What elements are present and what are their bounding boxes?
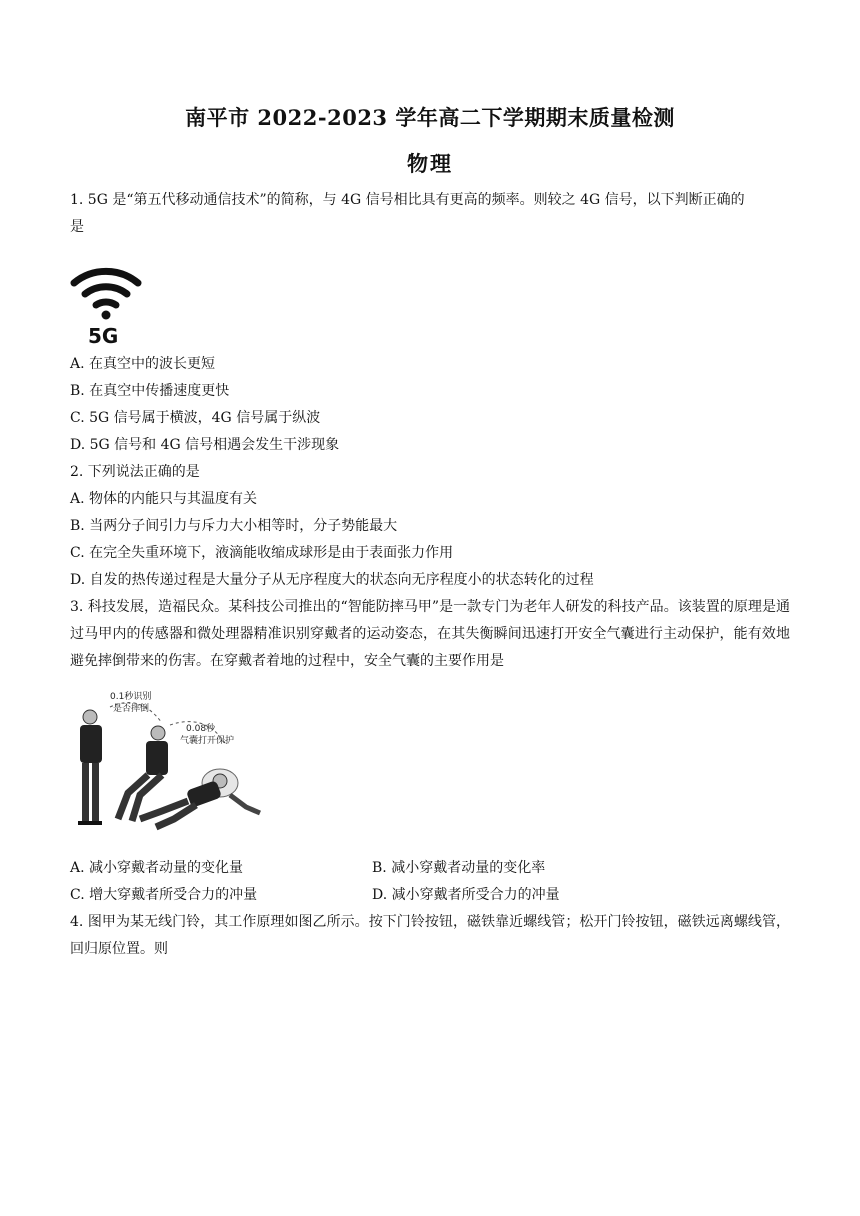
question-1-option-c: C. 5G 信号属于横波，4G 信号属于纵波 (70, 410, 321, 426)
page-title: 南平市 2022-2023 学年高二下学期期末质量检测 (185, 105, 675, 130)
question-2-stem: 2. 下列说法正确的是 (70, 464, 200, 480)
question-1-option-b: B. 在真空中传播速度更快 (70, 383, 230, 399)
5g-label: 5G (88, 324, 119, 347)
question-1-option-a: A. 在真空中的波长更短 (70, 356, 216, 372)
question-3-options-row1 (70, 855, 790, 882)
question-4 (70, 909, 790, 963)
question-2-option-a: A. 物体的内能只与其温度有关 (70, 491, 258, 507)
fall-protection-figure (70, 685, 270, 835)
question-1 (70, 187, 790, 459)
question-4-stem: 4. 图甲为某无线门铃，其工作原理如图乙所示。按下门铃按钮，磁铁靠近螺线管；松开门铃按钮，磁铁远离螺线管，回归原位置。则 (70, 914, 790, 957)
figure-label-1-line1: 0.1秒识别 (110, 692, 152, 702)
question-2-option-c: C. 在完全失重环境下，液滴能收缩成球形是由于表面张力作用 (70, 545, 454, 561)
question-3-option-d: D. 减小穿戴者所受合力的冲量 (372, 887, 560, 903)
standing-person-icon (78, 710, 102, 825)
subject-heading: 物理 (407, 151, 453, 176)
question-2-option-b: B. 当两分子间引力与斥力大小相等时，分子势能最大 (70, 518, 398, 534)
question-3-option-a: A. 减小穿戴者动量的变化量 (70, 860, 244, 876)
falling-person-icon (118, 726, 168, 821)
question-3 (70, 594, 790, 909)
figure-label-2-line2: 气囊打开保护 (180, 736, 235, 746)
question-1-stem-line2: 是 (70, 219, 84, 235)
figure-label-2-line1: 0.08秒 (186, 724, 216, 734)
wifi-5g-icon (70, 257, 150, 347)
question-3-options-row2 (70, 882, 790, 909)
question-2 (70, 459, 790, 594)
question-3-option-b: B. 减小穿戴者动量的变化率 (372, 860, 546, 876)
question-3-stem: 3. 科技发展，造福民众。某科技公司推出的“智能防摔马甲”是一款专门为老年人研发的科技产品。该装置的原理是通过马甲内的传感器和微处理器精准识别穿戴者的运动姿态，在其失衡瞬间迅速打开安全气囊进行主动保护，能有效地避免摔倒带来的伤害。在穿戴者着地的过程中，安全气囊的主要作用是 (70, 599, 790, 669)
exam-content (70, 187, 790, 963)
question-3-option-c: C. 增大穿戴者所受合力的冲量 (70, 887, 258, 903)
question-1-stem-line1: 1. 5G 是“第五代移动通信技术”的简称，与 4G 信号相比具有更高的频率。则较之 4G 信号，以下判断正确的 (70, 192, 745, 208)
figure-label-1-line2: 是否摔倒 (113, 704, 150, 714)
question-2-option-d: D. 自发的热传递过程是大量分子从无序程度大的状态向无序程度小的状态转化的过程 (70, 572, 594, 588)
question-1-option-d: D. 5G 信号和 4G 信号相遇会发生干涉现象 (70, 437, 340, 453)
